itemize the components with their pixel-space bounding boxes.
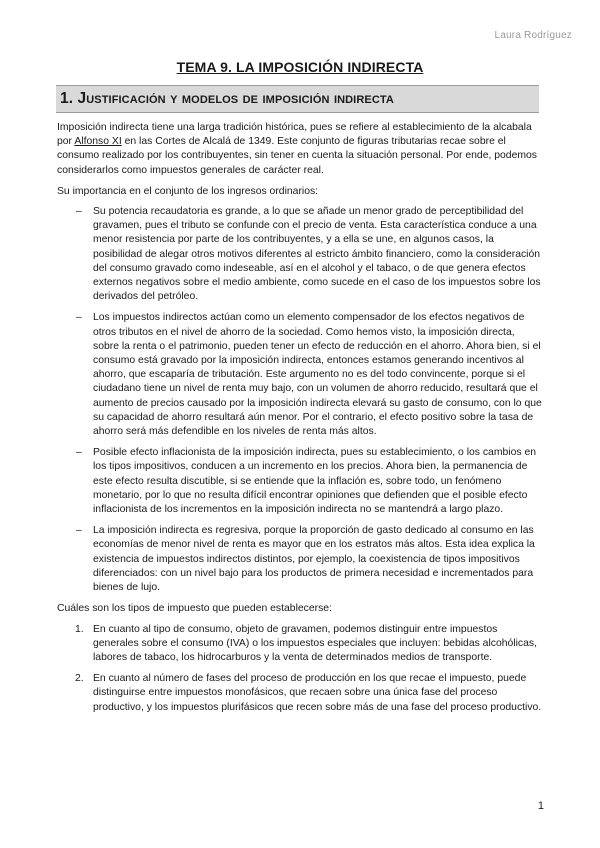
number-marker: 1.: [75, 623, 84, 635]
list-item-text: En cuanto al tipo de consumo, objeto de gravamen, podemos distinguir entre impuestos generales sobre el consumo (IVA) o los impuestos especiales que incluyen: bebidas alcohólicas, labores de tabaco, los hidrocarburos y la venta de determinados medios de transporte.: [93, 623, 537, 663]
section-title: 1. Justificación y modelos de imposición indirecta: [60, 90, 394, 107]
intro-text-start: Imposición indirecta tiene una larga tradición histórica, pues se refiere al establecimiento de la alcabala por: [57, 122, 532, 148]
alfonso-xi-link[interactable]: Alfonso XI: [74, 136, 122, 148]
list-item: [57, 311, 543, 439]
section-heading-bar: [56, 85, 539, 113]
dash-marker: –: [76, 206, 82, 218]
types-heading: Cuáles son los tipos de impuesto que pueden establecerse:: [57, 603, 332, 615]
list-item: [57, 672, 543, 715]
importance-list: [57, 205, 543, 595]
intro-paragraph: [57, 121, 543, 178]
page-number: 1: [537, 800, 544, 812]
document-body: [57, 121, 543, 722]
list-item: [57, 524, 543, 595]
list-item: [57, 205, 543, 304]
list-item: [57, 623, 543, 666]
list-item-text: En cuanto al número de fases del proceso de producción en los que recae el impuesto, puede distinguirse entre impuestos monofásicos, que recaen sobre una única fase del proceso productivo, y los impuestos plurifásicos que recen sobre más de una fase del proceso productivo.: [93, 673, 542, 713]
list-item-text: Los impuestos indirectos actúan como un elemento compensador de los efectos negativos de otros tributos en el nivel de ahorro de la sociedad. Como hemos visto, la imposición directa, sobre la renta o el patrimonio, pueden tener un efecto de reducción en el ahorro. Ahora bien, si el consumo está gravado por la imposición indirecta, entonces estamos generando incentivos al ahorro, que escaparía de tributación. Este argumento no es del todo convincente, porque si el ciudadano tiene un nivel de renta muy bajo, con un volumen de ahorro reducido, resultará que el aumento de precios causado por la imposición indirecta elevará su gasto de consumo, con lo que su capacidad de ahorro resultará aún menor. Por el contrario, el efecto positivo sobre la tasa de ahorro será más defendible en los niveles de renta más altos.: [93, 312, 542, 438]
dash-marker: –: [76, 312, 82, 324]
types-list: [57, 623, 543, 715]
importance-heading: Su importancia en el conjunto de los ingresos ordinarios:: [57, 185, 319, 197]
dash-marker: –: [76, 447, 82, 459]
list-item-text: La imposición indirecta es regresiva, porque la proporción de gasto dedicado al consumo en las economías de menor nivel de renta es mayor que en los estratos más altos. Esta idea explica la existencia de impuestos indirectos distintos, por ejemplo, la coexistencia de tipos impositivos diferenciados: con un nivel bajo para los productos de primera necesidad e incrementados para bienes de lujo.: [93, 525, 535, 594]
author-header: Laura Rodríguez: [494, 30, 572, 41]
number-marker: 2.: [75, 673, 84, 685]
list-item: [57, 446, 543, 517]
dash-marker: –: [76, 525, 82, 537]
document-title: TEMA 9. LA IMPOSICIÓN INDIRECTA: [176, 59, 424, 75]
intro-text-end: en las Cortes de Alcalá de 1349. Este conjunto de figuras tributarias recae sobre el consumo realizado por los contribuyentes, sin tener en cuenta la situación personal. Por ende, podemos considerarlos como impuestos generales de carácter real.: [57, 136, 537, 176]
list-item-text: Posible efecto inflacionista de la imposición indirecta, pues su establecimiento, o los cambios en los tipos impositivos, conducen a un incremento en los precios. Ahora bien, la permanencia de este efecto resulta discutible, si se entiende que la inflación es, sobre todo, un fenómeno monetario, por lo que no resulta difícil encontrar opiniones que defienden que el posible efecto inflacionista de los incrementos en la imposición indirecta no se mantendrá a largo plazo.: [93, 447, 536, 516]
list-item-text: Su potencia recaudatoria es grande, a lo que se añade un menor grado de perceptibilidad del gravamen, pues el tributo se confunde con el precio de venta. Esta característica conduce a una menor resistencia por parte de los contribuyentes, y a ella se une, en algunos casos, la posibilidad de alegar otros motivos diferentes al estricto ámbito financiero, como la consideración del consumo gravado como indeseable, así en el alcohol y el tabaco, o de que genera efectos externos negativos sobre el medio ambiente, como sucede en el caso de los impuestos sobre los derivados del petróleo.: [93, 206, 541, 303]
